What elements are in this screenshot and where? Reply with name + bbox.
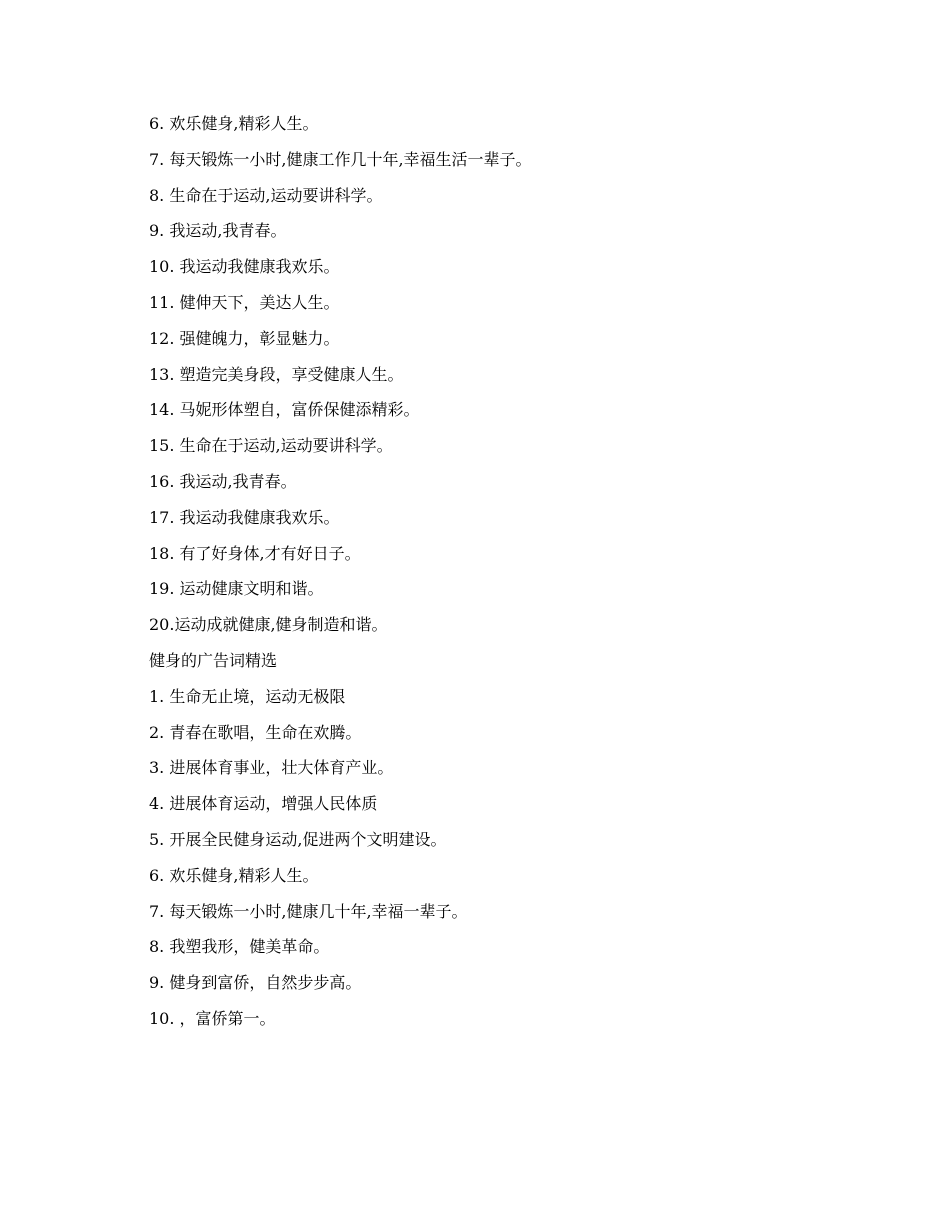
text-line: 18. 有了好身体,才有好日子。: [149, 543, 361, 563]
text-line: 1. 生命无止境，运动无极限: [149, 686, 346, 706]
text-line: 6. 欢乐健身,精彩人生。: [149, 114, 319, 133]
text-line: 7. 每天锻炼一小时,健康工作几十年,幸福生活一辈子。: [149, 149, 532, 169]
text-line: 9. 我运动,我青春。: [149, 221, 287, 241]
section-heading: 健身的广告词精选: [149, 650, 278, 670]
text-line: 8. 生命在于运动,运动要讲科学。: [149, 185, 383, 205]
text-line: 15. 生命在于运动,运动要讲科学。: [149, 436, 393, 456]
text-line: 19. 运动健康文明和谐。: [149, 579, 324, 599]
text-line: 17. 我运动我健康我欢乐。: [149, 507, 340, 527]
text-line: 14. 马妮形体塑自，富侨保健添精彩。: [149, 400, 420, 420]
text-line: 9. 健身到富侨，自然步步高。: [149, 973, 362, 993]
text-line: 20.运动成就健康,健身制造和谐。: [149, 615, 388, 635]
text-line: 7. 每天锻炼一小时,健康几十年,幸福一辈子。: [149, 901, 468, 921]
text-line: 16. 我运动,我青春。: [149, 471, 297, 491]
text-line: 12. 强健魄力，彰显魅力。: [149, 328, 340, 348]
text-line: 13. 塑造完美身段，享受健康人生。: [149, 364, 404, 384]
document-body: [149, 111, 849, 1042]
text-line: 10. 我运动我健康我欢乐。: [149, 257, 340, 277]
text-line: 3. 进展体育事业，壮大体育产业。: [149, 758, 394, 778]
text-line: 11. 健伸天下，美达人生。: [149, 292, 340, 312]
text-line: 10. ，富侨第一。: [149, 1008, 276, 1028]
text-line: 6. 欢乐健身,精彩人生。: [149, 865, 319, 885]
text-line: 5. 开展全民健身运动,促进两个文明建设。: [149, 829, 447, 849]
text-line: 8. 我塑我形，健美革命。: [149, 937, 330, 957]
text-line: 4. 进展体育运动，增强人民体质: [149, 794, 378, 814]
text-line: 2. 青春在歌唱，生命在欢腾。: [149, 722, 362, 742]
